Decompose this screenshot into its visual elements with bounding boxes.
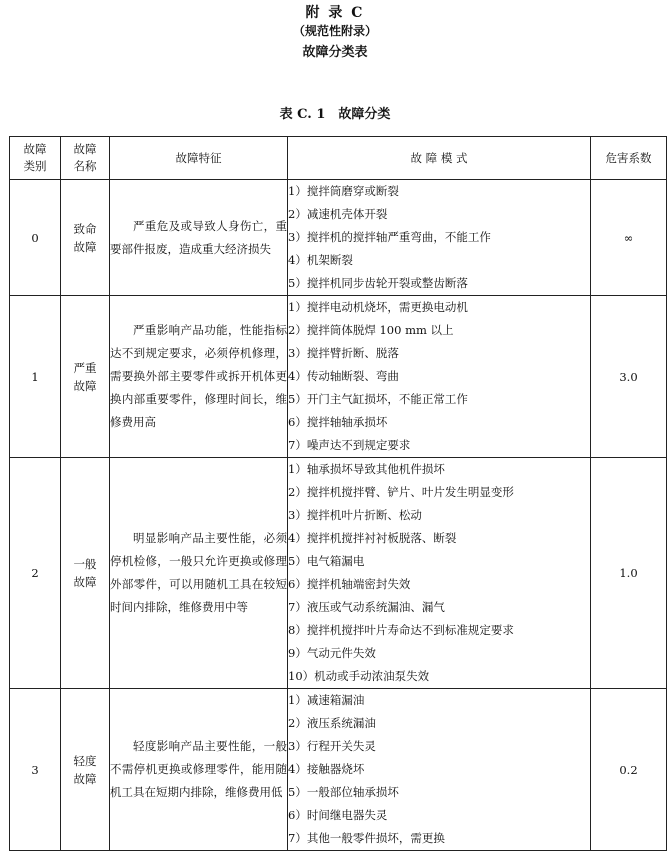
hazard-coefficient: 1.0	[591, 458, 667, 689]
fault-mode-item: 7）噪声达不到规定要求	[288, 438, 411, 452]
fault-mode-item: 4）传动轴断裂、弯曲	[288, 369, 399, 383]
hazard-coefficient: 0.2	[591, 689, 667, 851]
fault-mode-item: 4）机架断裂	[288, 253, 353, 267]
fault-feature: 明显影响产品主要性能，必须停机检修，一般只允许更换或修理外部零件，可以用随机工具在较短时间内排除，维修费用中等	[110, 458, 288, 689]
fault-mode-item: 5）开门主气缸损坏，不能正常工作	[288, 392, 468, 406]
fault-feature: 轻度影响产品主要性能，一般不需停机更换或修理零件，能用随机工具在短期内排除，维修费用低	[110, 689, 288, 851]
fault-mode-item: 5）电气箱漏电	[288, 554, 365, 568]
table-row	[10, 180, 667, 296]
fault-name: 一般 故障	[61, 458, 110, 689]
fault-mode-item: 1）减速箱漏油	[288, 693, 365, 707]
fault-modes	[288, 458, 591, 689]
fault-mode-item: 1）搅拌电动机烧坏，需更换电动机	[288, 300, 468, 314]
fault-category: 0	[10, 180, 61, 296]
hazard-coefficient: ∞	[591, 180, 667, 296]
fault-mode-item: 6）搅拌轴轴承损坏	[288, 415, 388, 429]
fault-modes	[288, 180, 591, 296]
fault-mode-item: 3）搅拌臂折断、脱落	[288, 346, 399, 360]
table-row	[10, 689, 667, 851]
header-category: 故障 类别	[10, 137, 61, 180]
fault-mode-item: 1）轴承损坏导致其他机件损坏	[288, 462, 445, 476]
fault-category: 3	[10, 689, 61, 851]
fault-mode-item: 6）搅拌机轴端密封失效	[288, 577, 411, 591]
fault-mode-item: 9）气动元件失效	[288, 646, 376, 660]
fault-mode-item: 2）搅拌机搅拌臂、铲片、叶片发生明显变形	[288, 485, 514, 499]
fault-mode-item: 1）搅拌筒磨穿或断裂	[288, 184, 399, 198]
fault-mode-item: 6）时间继电器失灵	[288, 808, 388, 822]
fault-mode-item: 8）搅拌机搅拌叶片寿命达不到标准规定要求	[288, 623, 514, 637]
fault-name: 轻度 故障	[61, 689, 110, 851]
fault-mode-item: 7）其他一般零件损坏，需更换	[288, 831, 445, 845]
table-row	[10, 296, 667, 458]
fault-category: 2	[10, 458, 61, 689]
fault-mode-item: 4）接触器烧坏	[288, 762, 365, 776]
fault-name: 严重 故障	[61, 296, 110, 458]
fault-mode-item: 7）液压或气动系统漏油、漏气	[288, 600, 445, 614]
header-name: 故障 名称	[61, 137, 110, 180]
fault-category: 1	[10, 296, 61, 458]
fault-mode-item: 5）一般部位轴承损坏	[288, 785, 399, 799]
header-coef: 危害系数	[591, 137, 667, 180]
appendix-subtitle: （规范性附录）	[292, 24, 377, 38]
header-modes: 故 障 模 式	[288, 137, 591, 180]
fault-mode-item: 2）减速机壳体开裂	[288, 207, 388, 221]
table-row	[10, 458, 667, 689]
fault-mode-item: 3）搅拌机的搅拌轴严重弯曲，不能工作	[288, 230, 491, 244]
fault-mode-item: 2）搅拌筒体脱焊 100 mm 以上	[288, 323, 454, 337]
appendix-title: 附 录 C	[305, 5, 365, 21]
table-caption: 表 C. 1 故障分类	[279, 107, 391, 122]
fault-modes	[288, 689, 591, 851]
fault-mode-item: 4）搅拌机搅拌衬衬板脱落、断裂	[288, 531, 457, 545]
fault-mode-item: 2）液压系统漏油	[288, 716, 376, 730]
fault-feature: 严重影响产品功能，性能指标达不到规定要求，必须停机修理，需要换外部主要零件或拆开机体更换内部重要零件，修理时间长，维修费用高	[110, 296, 288, 458]
fault-mode-item: 10）机动或手动浓油泵失效	[288, 669, 430, 683]
appendix-heading: 故障分类表	[302, 45, 368, 60]
header-feature: 故障特征	[110, 137, 288, 180]
fault-feature: 严重危及或导致人身伤亡，重要部件报废，造成重大经济损失	[110, 180, 288, 296]
fault-classification-table	[9, 136, 667, 851]
fault-mode-item: 3）行程开关失灵	[288, 739, 376, 753]
fault-modes	[288, 296, 591, 458]
fault-mode-item: 5）搅拌机同步齿轮开裂或整齿断落	[288, 276, 468, 290]
fault-mode-item: 3）搅拌机叶片折断、松动	[288, 508, 422, 522]
hazard-coefficient: 3.0	[591, 296, 667, 458]
table-header-row	[10, 137, 667, 180]
fault-name: 致命 故障	[61, 180, 110, 296]
